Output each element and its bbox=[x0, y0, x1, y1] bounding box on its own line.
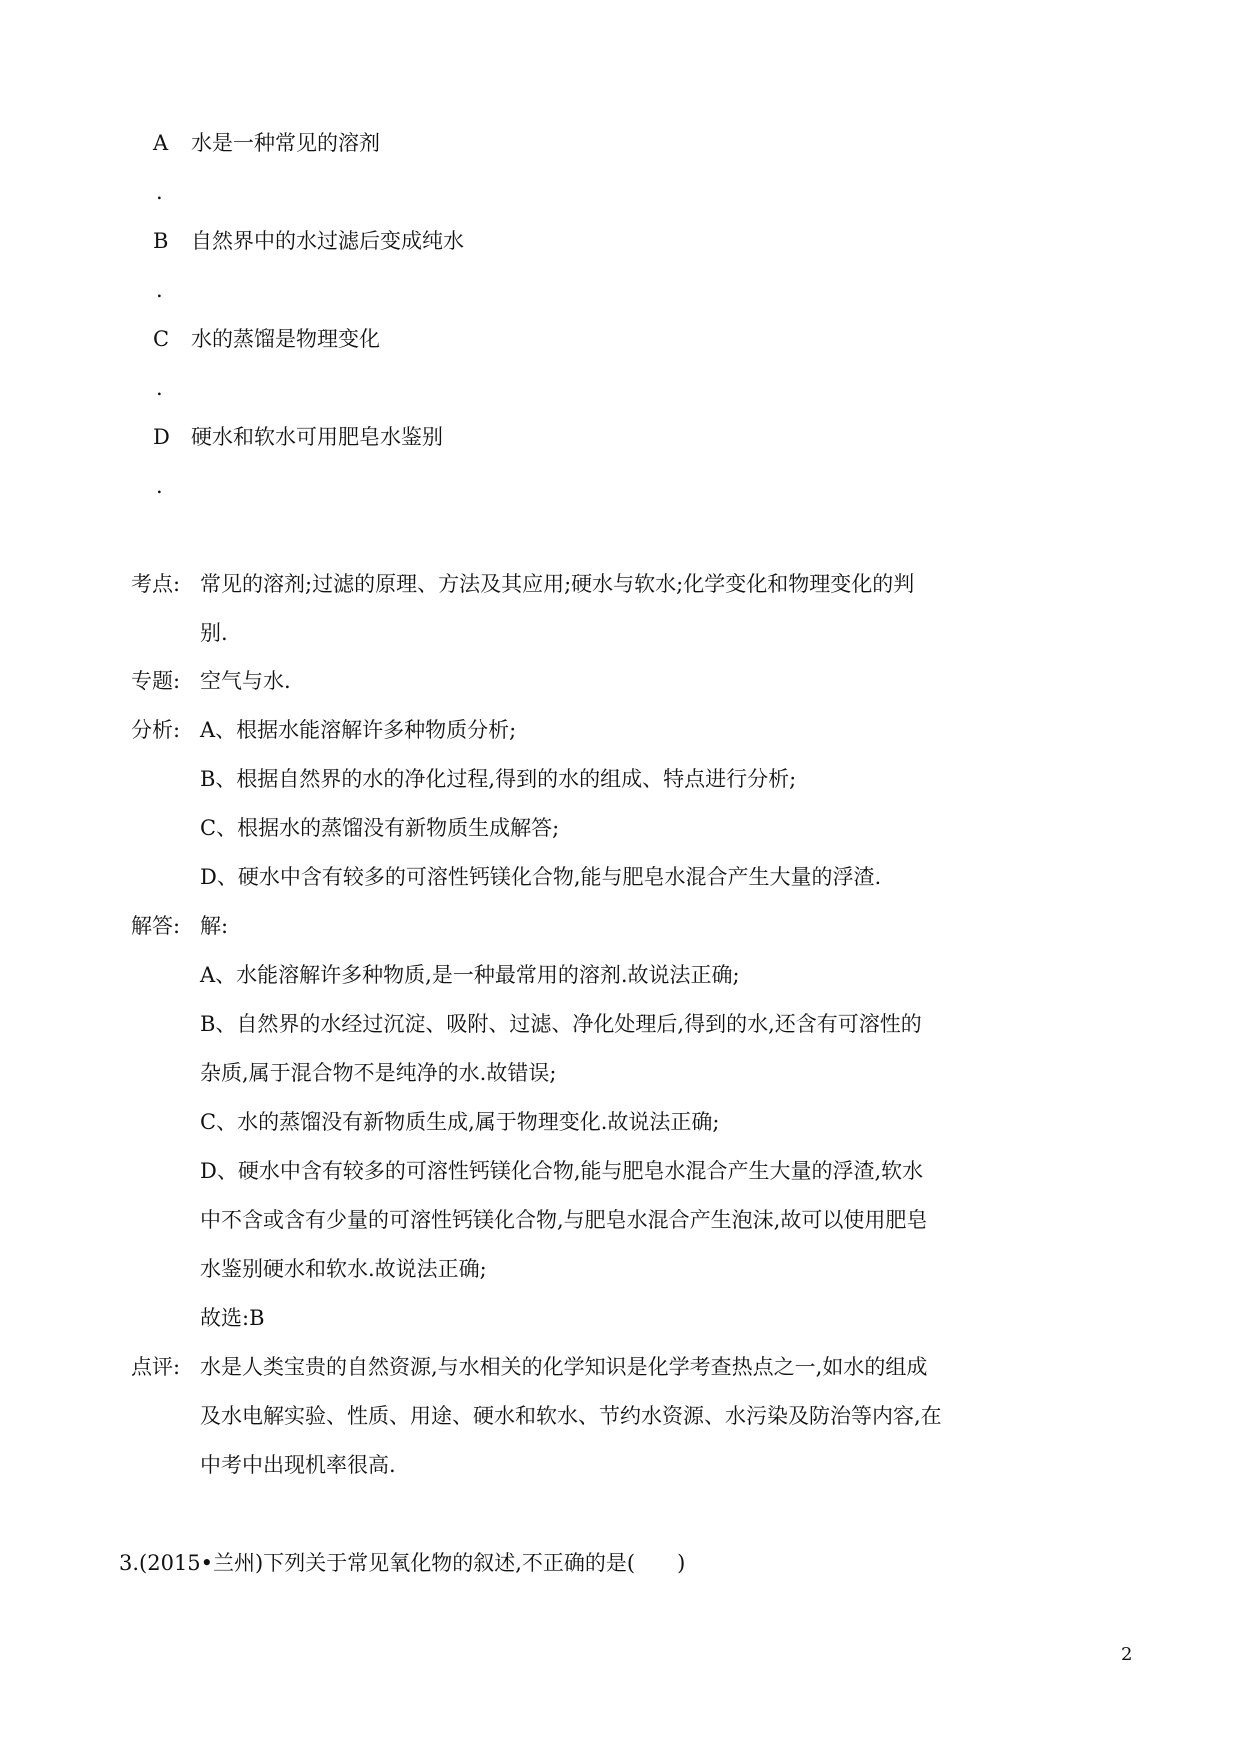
fenxi-line: B、根据自然界的水的净化过程,得到的水的组成、特点进行分析; bbox=[200, 767, 797, 791]
kaodian-line: 常见的溶剂;过滤的原理、方法及其应用;硬水与软水;化学变化和物理变化的判 bbox=[200, 572, 915, 596]
zhuanti-label: 专题: bbox=[131, 669, 181, 693]
kaodian-line: 别. bbox=[200, 621, 228, 645]
option-b-text: 自然界中的水过滤后变成纯水 bbox=[191, 229, 464, 253]
page-number: 2 bbox=[1121, 1644, 1133, 1665]
jieda-line: 故选:B bbox=[200, 1306, 265, 1330]
jieda-line: 杂质,属于混合物不是纯净的水.故错误; bbox=[200, 1061, 557, 1085]
fenxi-line: C、根据水的蒸馏没有新物质生成解答; bbox=[200, 816, 560, 840]
option-a-text: 水是一种常见的溶剂 bbox=[191, 131, 380, 155]
option-d-text: 硬水和软水可用肥皂水鉴别 bbox=[191, 425, 443, 449]
jieda-line: B、自然界的水经过沉淀、吸附、过滤、净化处理后,得到的水,还含有可溶性的 bbox=[200, 1012, 922, 1036]
option-d-letter: D bbox=[153, 425, 170, 449]
option-a-dot: . bbox=[156, 180, 163, 204]
jieda-line: A、水能溶解许多种物质,是一种最常用的溶剂.故说法正确; bbox=[200, 963, 740, 987]
jieda-line: 中不含或含有少量的可溶性钙镁化合物,与肥皂水混合产生泡沫,故可以使用肥皂 bbox=[200, 1208, 928, 1232]
kaodian-label: 考点: bbox=[131, 572, 181, 596]
option-c-dot: . bbox=[156, 376, 163, 400]
fenxi-line: A、根据水能溶解许多种物质分析; bbox=[200, 718, 517, 742]
zhuanti-line: 空气与水. bbox=[200, 669, 291, 693]
option-c-letter: C bbox=[153, 327, 170, 351]
option-a-letter: A bbox=[153, 131, 169, 155]
option-b-dot: . bbox=[156, 278, 163, 302]
dianping-line: 水是人类宝贵的自然资源,与水相关的化学知识是化学考查热点之一,如水的组成 bbox=[200, 1355, 928, 1379]
jieda-line: 水鉴别硬水和软水.故说法正确; bbox=[200, 1257, 487, 1281]
option-d-dot: . bbox=[156, 474, 163, 498]
dianping-line: 及水电解实验、性质、用途、硬水和软水、节约水资源、水污染及防治等内容,在 bbox=[200, 1404, 942, 1428]
jieda-line: D、硬水中含有较多的可溶性钙镁化合物,能与肥皂水混合产生大量的浮渣,软水 bbox=[200, 1159, 924, 1183]
jieda-line: C、水的蒸馏没有新物质生成,属于物理变化.故说法正确; bbox=[200, 1110, 720, 1134]
jieda-line: 解: bbox=[200, 914, 229, 938]
option-b-letter: B bbox=[153, 229, 169, 253]
jieda-label: 解答: bbox=[131, 914, 181, 938]
question-3-text: 3.(2015•兰州)下列关于常见氧化物的叙述,不正确的是( ) bbox=[119, 1551, 686, 1575]
fenxi-label: 分析: bbox=[131, 718, 181, 742]
dianping-label: 点评: bbox=[131, 1355, 181, 1379]
dianping-line: 中考中出现机率很高. bbox=[200, 1453, 396, 1477]
option-c-text: 水的蒸馏是物理变化 bbox=[191, 327, 380, 351]
fenxi-line: D、硬水中含有较多的可溶性钙镁化合物,能与肥皂水混合产生大量的浮渣. bbox=[200, 865, 882, 889]
